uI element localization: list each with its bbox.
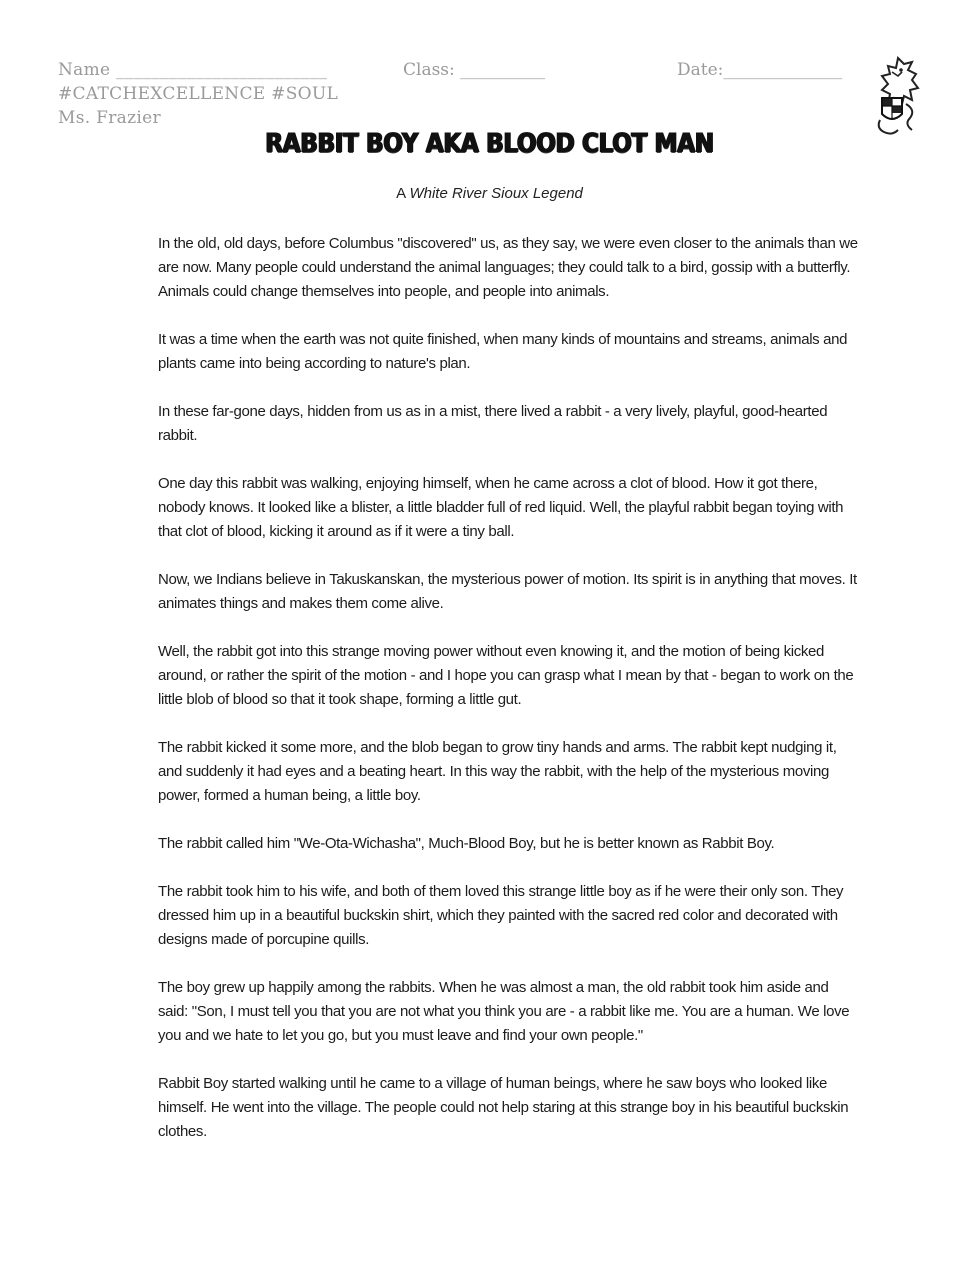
hashtags: #CATCHEXCELLENCE #SOUL — [58, 84, 339, 104]
class-field-line: Class: __________ — [403, 60, 546, 80]
rearing-horse-crest-icon — [868, 54, 926, 138]
teacher-name: Ms. Frazier — [58, 108, 161, 128]
paragraph: One day this rabbit was walking, enjoying himself, when he came across a clot of blood. How it got there, nobody knows. It looked like a blister, a little bladder full of red liquid. Well, the playful rabbit began toying with that clot of blood, kicking it around as if it were a tiny ball. — [158, 475, 844, 540]
subtitle-prefix: A — [396, 185, 410, 202]
story-body — [158, 232, 858, 1168]
paragraph: It was a time when the earth was not quite finished, when many kinds of mountains and streams, animals and plants came into being according to nature's plan. — [158, 331, 848, 372]
paragraph: Well, the rabbit got into this strange moving power without even knowing it, and the motion of being kicked around, or rather the spirit of the motion - and I hope you can grasp what I mean by that - began to work on the little blob of blood so that it took shape, forming a little gut. — [158, 643, 854, 708]
paragraph: The rabbit called him "We-Ota-Wichasha", Much-Blood Boy, but he is better known as Rabbit Boy. — [158, 835, 775, 852]
date-field-line: Date:______________ — [677, 60, 843, 80]
paragraph: The boy grew up happily among the rabbits. When he was almost a man, the old rabbit took him aside and said: "Son, I must tell you that you are not what you think you are - a rabbit like me. You are a human. We love you and we hate to let you go, but you must leave and find your own people." — [158, 979, 850, 1044]
paragraph: In these far-gone days, hidden from us as in a mist, there lived a rabbit - a very lively, playful, good-hearted rabbit. — [158, 403, 828, 444]
paragraph: The rabbit took him to his wife, and both of them loved this strange little boy as if he were their only son. They dressed him up in a beautiful buckskin shirt, which they painted with the sacred red color and decorated with designs made of porcupine quills. — [158, 883, 844, 948]
name-field-line: Name ________________________ — [58, 60, 328, 80]
paragraph: Now, we Indians believe in Takuskanskan, the mysterious power of motion. Its spirit is in anything that moves. It animates things and makes them come alive. — [158, 571, 857, 612]
paragraph: The rabbit kicked it some more, and the blob began to grow tiny hands and arms. The rabbit kept nudging it, and suddenly it had eyes and a beating heart. In this way the rabbit, with the help of the mysterious moving power, formed a human being, a little boy. — [158, 739, 837, 804]
paragraph: Rabbit Boy started walking until he came to a village of human beings, where he saw boys who looked like himself. He went into the village. The people could not help staring at this strange boy in his beautiful buckskin clothes. — [158, 1075, 849, 1140]
page-title: RABBIT BOY AKA BLOOD CLOT MAN — [265, 128, 714, 159]
paragraph: In the old, old days, before Columbus "discovered" us, as they say, we were even closer to the animals than we are now. Many people could understand the animal languages; they could talk to a bird, gossip with a butterfly. Animals could change themselves into people, and people into animals. — [158, 235, 858, 300]
subtitle — [0, 185, 979, 202]
subtitle-legend: White River Sioux Legend — [409, 185, 583, 202]
